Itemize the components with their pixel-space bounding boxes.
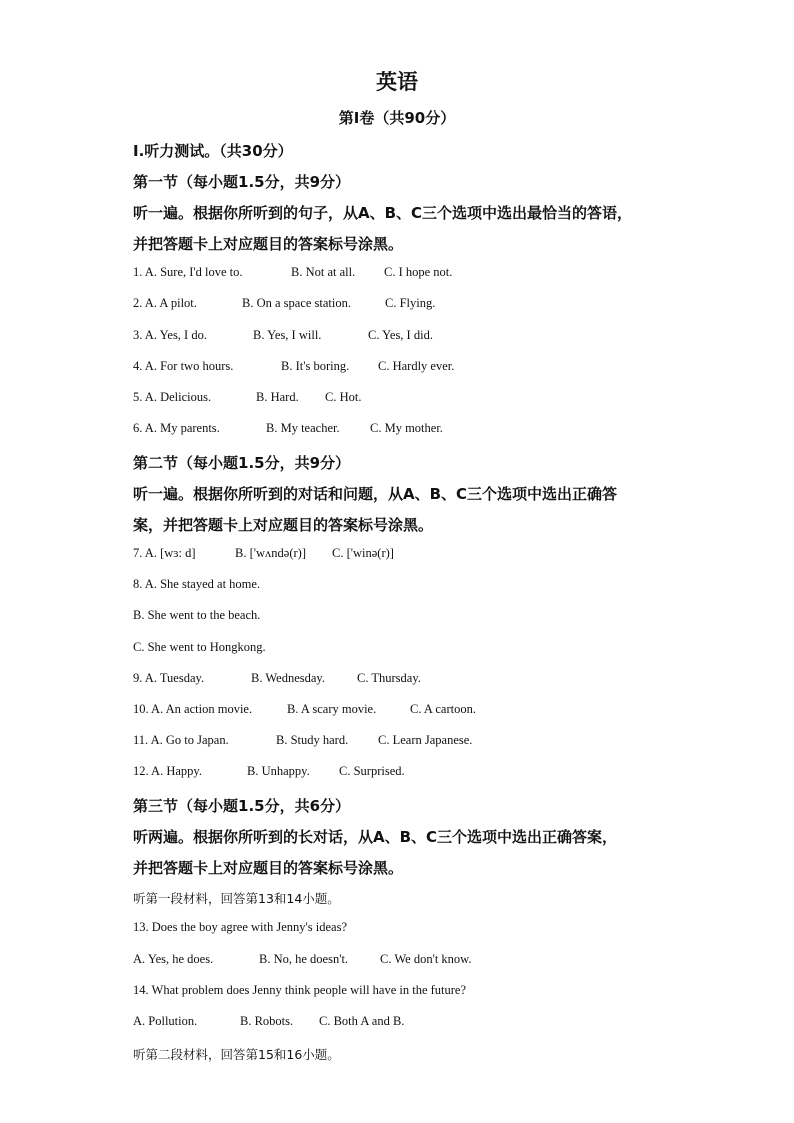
- option-c: C. A cartoon.: [410, 702, 476, 716]
- option-a: 1. A. Sure, I'd love to.: [133, 265, 243, 279]
- option-c: C. My mother.: [370, 421, 443, 435]
- question-5: [133, 390, 361, 405]
- material-2-note: 听第二段材料，回答第15和16小题。: [133, 1047, 340, 1062]
- option-b: B. It's boring.: [281, 359, 350, 373]
- section2-heading: 第二节（每小题1.5分，共9分）: [133, 454, 351, 472]
- question-6: [133, 421, 443, 436]
- paper-subtitle: 第Ⅰ卷（共90分）: [338, 109, 456, 127]
- option-a: 9. A. Tuesday.: [133, 671, 205, 685]
- page-title: 英语: [376, 70, 418, 94]
- question-2: [133, 296, 435, 311]
- question-4: [133, 359, 454, 374]
- part-heading: Ⅰ.听力测试。（共30分）: [133, 142, 293, 160]
- section2-instruction-2: 案，并把答题卡上对应题目的答案标号涂黑。: [133, 516, 434, 534]
- question-1: [133, 265, 452, 280]
- option-c: C. Yes, I did.: [368, 328, 433, 342]
- option-c: C. Thursday.: [357, 671, 421, 685]
- option-b: B. On a space station.: [242, 296, 352, 310]
- question-10: [133, 702, 476, 717]
- section3-instruction-1: 听两遍。根据你所听到的长对话，从A、B、C三个选项中选出正确答案，: [133, 828, 618, 846]
- option-c: C. I hope not.: [384, 265, 453, 279]
- section3-heading: 第三节（每小题1.5分，共6分）: [133, 797, 351, 815]
- option-a: A. Yes, he does.: [133, 952, 214, 966]
- material-1-note: 听第一段材料，回答第13和14小题。: [133, 891, 340, 906]
- option-a: 2. A. A pilot.: [133, 296, 197, 310]
- option-a: 12. A. Happy.: [133, 764, 202, 778]
- question-12: [133, 764, 405, 779]
- option-c: C. Surprised.: [339, 764, 405, 778]
- question-8-option-a: 8. A. She stayed at home.: [133, 577, 261, 591]
- option-c: C. Both A and B.: [319, 1014, 405, 1028]
- section1-instruction-2: 并把答题卡上对应题目的答案标号涂黑。: [133, 235, 404, 253]
- question-14: 14. What problem does Jenny think people will have in the future?: [133, 983, 467, 997]
- option-a: 11. A. Go to Japan.: [133, 733, 229, 747]
- option-b: B. A scary movie.: [287, 702, 377, 716]
- option-c: C. Flying.: [385, 296, 436, 310]
- question-3: [133, 328, 433, 343]
- option-b: B. Unhappy.: [247, 764, 310, 778]
- option-b: B. Study hard.: [276, 733, 349, 747]
- option-b: B. Robots.: [240, 1014, 294, 1028]
- option-a: 5. A. Delicious.: [133, 390, 212, 404]
- option-b: B. Wednesday.: [251, 671, 325, 685]
- option-c: C. Hot.: [325, 390, 362, 404]
- option-a: 4. A. For two hours.: [133, 359, 234, 373]
- option-a: 3. A. Yes, I do.: [133, 328, 207, 342]
- question-8-option-b: B. She went to the beach.: [133, 608, 261, 622]
- question-13: 13. Does the boy agree with Jenny's ideas?: [133, 920, 348, 934]
- question-7: [133, 546, 394, 561]
- section1-heading: 第一节（每小题1.5分，共9分）: [133, 173, 351, 191]
- option-b: B. Not at all.: [291, 265, 356, 279]
- option-b: B. Yes, I will.: [253, 328, 322, 342]
- question-11: [133, 733, 472, 748]
- question-13-options: [133, 952, 472, 967]
- option-a: 10. A. An action movie.: [133, 702, 253, 716]
- question-9: [133, 671, 421, 686]
- option-c: C. Hardly ever.: [378, 359, 455, 373]
- option-c: C. We don't know.: [380, 952, 472, 966]
- section3-instruction-2: 并把答题卡上对应题目的答案标号涂黑。: [133, 859, 404, 877]
- option-a: A. Pollution.: [133, 1014, 198, 1028]
- option-b: B. No, he doesn't.: [259, 952, 349, 966]
- option-a: 6. A. My parents.: [133, 421, 220, 435]
- section1-instruction-1: 听一遍。根据你所听到的句子，从A、B、C三个选项中选出最恰当的答语，: [133, 204, 633, 222]
- section2-instruction-1: 听一遍。根据你所听到的对话和问题，从A、B、C三个选项中选出正确答: [133, 485, 618, 503]
- question-8-option-c: C. She went to Hongkong.: [133, 640, 266, 654]
- option-c: C. ['winə(r)]: [332, 546, 394, 560]
- option-c: C. Learn Japanese.: [378, 733, 473, 747]
- option-a: 7. A. [wɜ: d]: [133, 546, 196, 560]
- question-14-options: [133, 1014, 404, 1029]
- option-b: B. Hard.: [256, 390, 299, 404]
- option-b: B. ['wʌndə(r)]: [235, 546, 306, 560]
- option-b: B. My teacher.: [266, 421, 340, 435]
